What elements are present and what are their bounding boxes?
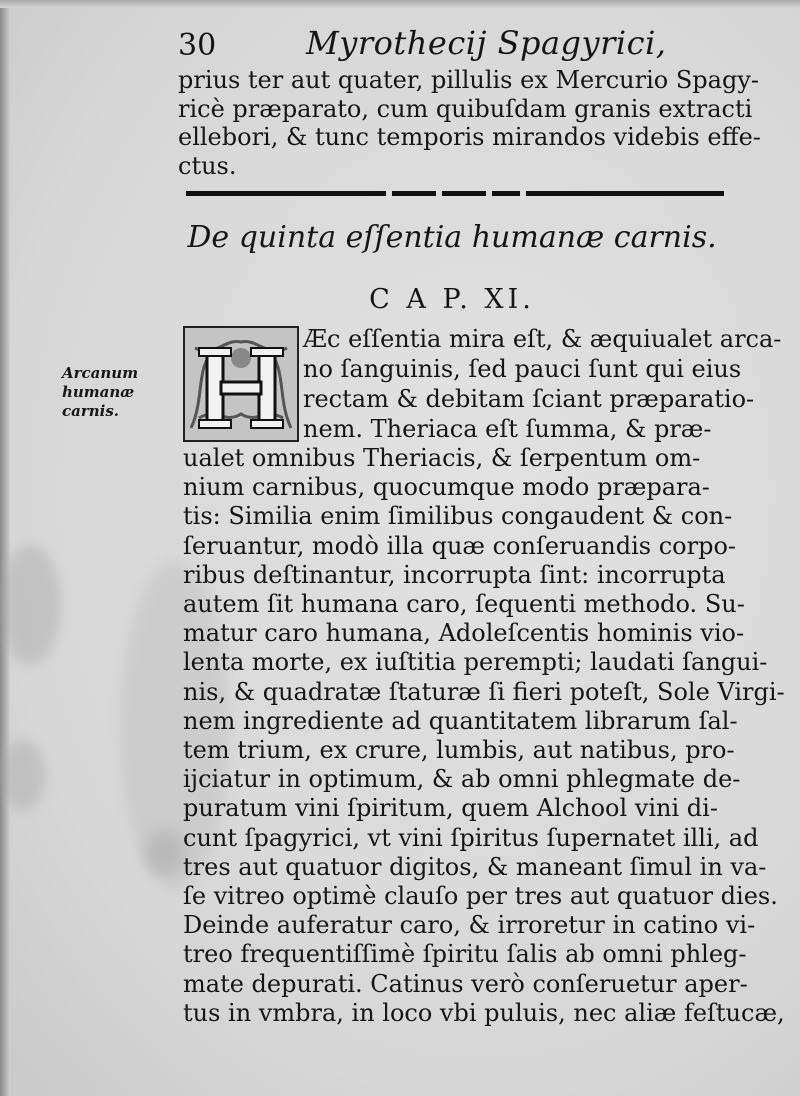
- text-line: ſe vitreo optimè clauſo per tres aut quatuor dies.: [183, 882, 778, 911]
- text-line: tem trium, ex crure, lumbis, aut natibus, pro-: [183, 736, 735, 765]
- text-line: tres aut quatuor digitos, & maneant ſimul in va-: [183, 852, 767, 881]
- page-gutter-shadow: [0, 0, 10, 1096]
- section-title: De quinta eſſentia humanæ carnis.: [187, 220, 717, 255]
- section-divider-rule: [186, 189, 724, 197]
- text-line: lenta morte, ex iuſtitia perempti; laudati ſangui-: [183, 648, 768, 677]
- text-line: mate depurati. Catinus verò conſeruetur aper-: [183, 969, 748, 998]
- text-line: ijciatur in optimum, & ab omni phlegmate de-: [183, 765, 741, 794]
- chapter-body-text: [183, 444, 785, 1028]
- text-line: cunt ſpagyrici, vt vini ſpiritus ſupernatet illi, ad: [183, 823, 759, 852]
- text-line: ribus deſtinantur, incorrupta ſint: incorrupta: [183, 560, 726, 589]
- running-header: [178, 24, 738, 68]
- text-line: Æc eſſentia mira eſt, & æquiualet arca-: [303, 325, 782, 353]
- marginal-note-line: Arcanum: [62, 364, 139, 382]
- text-line: rectam & debitam ſciant præparatio-: [303, 385, 755, 413]
- text-line: ricè præparato, cum quibuſdam granis extracti: [178, 94, 753, 123]
- text-line: matur caro humana, Adoleſcentis hominis vio-: [183, 619, 745, 648]
- paper-stain: [0, 545, 60, 665]
- text-line: Deinde auferatur caro, & irroretur in catino vi-: [183, 911, 756, 940]
- text-line: prius ter aut quater, pillulis ex Mercurio Spagy-: [178, 66, 760, 94]
- marginal-note: [62, 364, 172, 421]
- text-line: tus in vmbra, in loco vbi puluis, nec aliæ feſtucæ,: [183, 998, 785, 1027]
- text-line: nem. Theriaca eſt ſumma, & præ-: [303, 415, 712, 443]
- paragraph-opening: [303, 324, 782, 444]
- text-line: autem ſit humana caro, ſequenti methodo. Su-: [183, 590, 745, 619]
- marginal-note-line: carnis.: [62, 402, 120, 420]
- text-line: ctus.: [178, 151, 237, 180]
- text-line: no ſanguinis, ſed pauci ſunt qui eius: [303, 355, 742, 383]
- text-line: nium carnibus, quocumque modo præpara-: [183, 473, 710, 502]
- text-line: nem ingrediente ad quantitatem librarum ſal-: [183, 706, 738, 735]
- continued-paragraph: [178, 66, 761, 180]
- page-top-shadow: [0, 0, 800, 8]
- text-line: ſeruantur, modò illa quæ conſeruandis corpo-: [183, 531, 736, 560]
- text-line: ellebori, & tunc temporis mirandos videbis effe-: [178, 123, 761, 151]
- decorated-initial-h-icon: [183, 326, 299, 442]
- page-number: 30: [178, 28, 217, 63]
- chapter-heading: C A P. XI.: [369, 284, 535, 315]
- text-line: puratum vini ſpiritum, quem Alchool vini di-: [183, 794, 718, 823]
- running-title: Myrothecij Spagyrici,: [306, 24, 667, 62]
- paper-stain: [145, 830, 185, 875]
- paper-stain: [0, 740, 45, 810]
- text-line: tis: Similia enim ſimilibus congaudent & con-: [183, 502, 733, 531]
- text-line: nis, & quadratæ ſtaturæ ſi fieri poteſt, Sole Virgi-: [183, 677, 785, 706]
- marginal-note-line: humanæ: [62, 383, 135, 401]
- text-line: treo frequentiſſimè ſpiritu ſalis ab omni phleg-: [183, 940, 747, 969]
- text-line: ualet omnibus Theriacis, & ſerpentum om-: [183, 444, 701, 472]
